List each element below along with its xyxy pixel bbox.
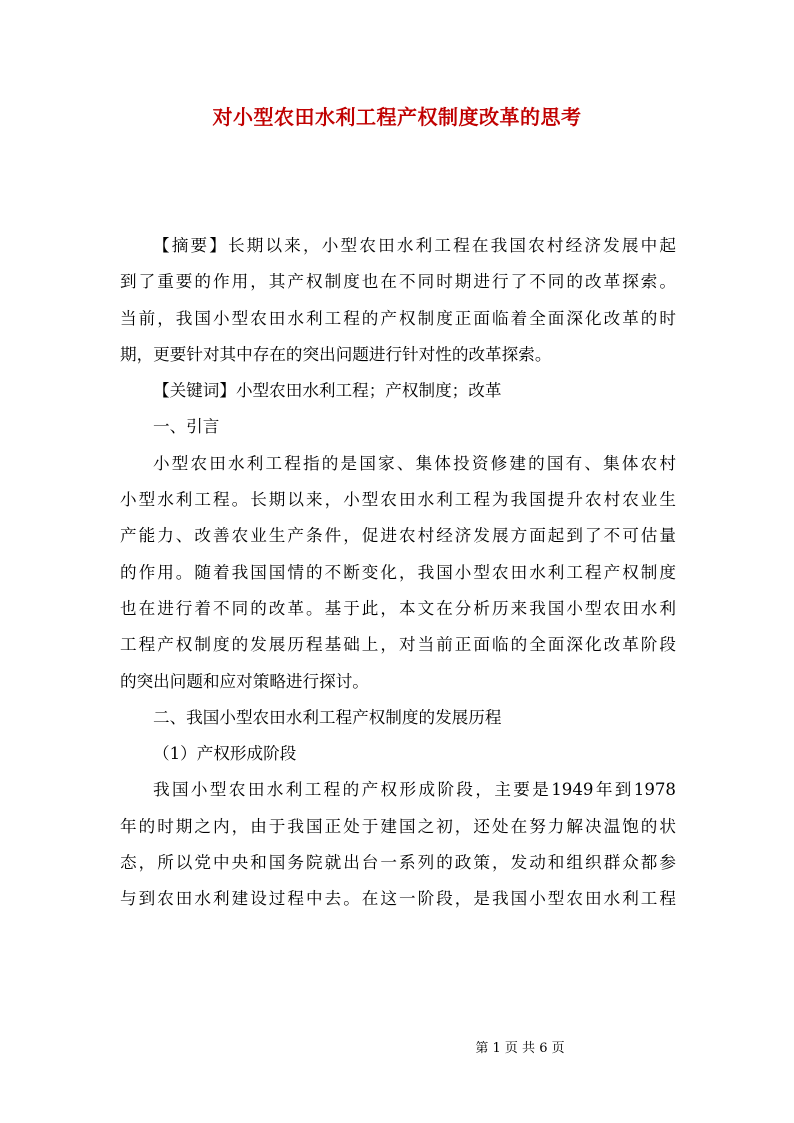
document-body — [120, 228, 676, 918]
intro-line-1: 小型农田水利工程指的是国家、集体投资修建的国有、集体农村 — [153, 453, 676, 473]
page-footer — [0, 1040, 794, 1058]
section-heading-history: 二、我国小型农田水利工程产权制度的发展历程 — [153, 707, 502, 727]
intro-line-2: 小型水利工程。长期以来，小型农田水利工程为我国提升农村农业生 — [120, 490, 676, 510]
intro-line-7: 的突出问题和应对策略进行探讨。 — [120, 671, 369, 691]
abstract-line-1: 【摘要】长期以来，小型农田水利工程在我国农村经济发展中起 — [153, 236, 676, 255]
document-title: 对小型农田水利工程产权制度改革的思考 — [212, 105, 582, 129]
formation-line-2: 年的时期之内，由于我国正处于建国之初，还处在努力解决温饱的状 — [120, 816, 676, 836]
page-number: 第 1 页 共 6 页 — [475, 1041, 565, 1056]
section-heading-intro: 一、引言 — [153, 417, 220, 437]
formation-line-3: 态，所以党中央和国务院就出台一系列的政策，发动和组织群众都参 — [120, 853, 676, 873]
formation-line-4: 与到农田水利建设过程中去。在这一阶段，是我国小型农田水利工程 — [120, 889, 676, 909]
abstract-line-4: 期，更要针对其中存在的突出问题进行针对性的改革探索。 — [120, 344, 552, 364]
intro-line-5: 也在进行着不同的改革。基于此，本文在分析历来我国小型农田水利 — [120, 598, 676, 618]
intro-line-6: 工程产权制度的发展历程基础上，对当前正面临的全面深化改革阶段 — [120, 635, 676, 655]
formation-line-1: 我国小型农田水利工程的产权形成阶段，主要是1949年到1978 — [153, 780, 676, 800]
abstract-line-2: 到了重要的作用，其产权制度也在不同时期进行了不同的改革探索。 — [120, 272, 676, 292]
abstract-line-3: 当前，我国小型农田水利工程的产权制度正面临着全面深化改革的时 — [120, 308, 676, 328]
subsection-heading-formation: （1）产权形成阶段 — [153, 744, 297, 764]
intro-line-4: 的作用。随着我国国情的不断变化，我国小型农田水利工程产权制度 — [120, 562, 676, 582]
keywords-line: 【关键词】小型农田水利工程；产权制度；改革 — [153, 381, 502, 401]
intro-line-3: 产能力、改善农业生产条件，促进农村经济发展方面起到了不可估量 — [120, 526, 676, 546]
